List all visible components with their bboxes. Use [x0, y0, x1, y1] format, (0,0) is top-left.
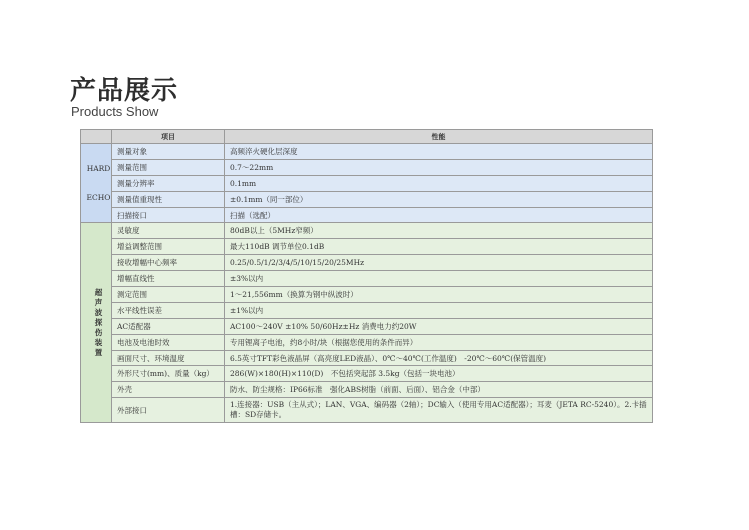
value-cell: 0.1mm [225, 175, 653, 191]
table-row [81, 191, 653, 207]
item-cell: 外部接口 [112, 398, 225, 423]
table-row [81, 175, 653, 191]
group-label-line: HARD [86, 164, 111, 174]
item-cell: 测量值重现性 [112, 191, 225, 207]
header-item: 项目 [112, 130, 225, 144]
header-group-cell [81, 130, 112, 144]
table-row [81, 350, 653, 366]
item-cell: 增幅直线性 [112, 271, 225, 287]
value-cell: 0.25/0.5/1/2/3/4/5/10/15/20/25MHz [225, 255, 653, 271]
item-cell: 画面尺寸、环境温度 [112, 350, 225, 366]
value-cell: 最大110dB 调节单位0.1dB [225, 239, 653, 255]
value-cell: AC100～240V ±10% 50/60Hz±Hz 消费电力约20W [225, 318, 653, 334]
value-cell: ±0.1mm（同一部位） [225, 191, 653, 207]
item-cell: 测量范围 [112, 159, 225, 175]
table-row [81, 334, 653, 350]
value-cell: 1.连接器：USB（主从式）；LAN、VGA、编码器（2轴）；DC输入（使用专用AC适配器）；耳麦（JETA RC-5240）。2.卡插槽：SD存储卡。 [225, 398, 653, 423]
value-cell: 扫描（选配） [225, 207, 653, 223]
item-cell: AC适配器 [112, 318, 225, 334]
table-row [81, 398, 653, 423]
value-cell: 高频淬火硬化层深度 [225, 144, 653, 160]
item-cell: 接收增幅中心频率 [112, 255, 225, 271]
group-label-char: 探 [94, 317, 103, 327]
table-row [81, 382, 653, 398]
table-row [81, 302, 653, 318]
table-row [81, 207, 653, 223]
group-label-char: 声 [94, 297, 103, 307]
page-subtitle: Products Show [71, 104, 159, 119]
item-cell: 外壳 [112, 382, 225, 398]
value-cell: 286(W)×180(H)×110(D) 不包括突起部 3.5kg（包括一块电池） [225, 366, 653, 382]
item-cell: 增益调整范围 [112, 239, 225, 255]
item-cell: 灵敏度 [112, 223, 225, 239]
value-cell: 防水、防尘规格：IP66标准 强化ABS树脂（前面、后面）、铝合金（中部） [225, 382, 653, 398]
table-row [81, 159, 653, 175]
header-value: 性能 [225, 130, 653, 144]
table-row [81, 318, 653, 334]
value-cell: 6.5英寸TFT彩色液晶屏（高亮度LED液晶）、0℃～40℃(工作温度) -20℃～60℃(保管温度) [225, 350, 653, 366]
value-cell: 80dB以上（5MHz窄频） [225, 223, 653, 239]
group-label-char: 伤 [94, 327, 103, 337]
table-row [81, 366, 653, 382]
item-cell: 电池及电池时效 [112, 334, 225, 350]
item-cell: 测定范围 [112, 287, 225, 303]
value-cell: 1～21,556mm（换算为钢中纵波时） [225, 287, 653, 303]
table-row [81, 144, 653, 160]
table-row [81, 223, 653, 239]
group-label-line: ECHO [86, 193, 111, 203]
item-cell: 测量分辨率 [112, 175, 225, 191]
table-row [81, 271, 653, 287]
item-cell: 外形尺寸(mm)、质量（kg） [112, 366, 225, 382]
table-row [81, 287, 653, 303]
table-row [81, 255, 653, 271]
group-label-char: 波 [94, 307, 103, 317]
group-label-char: 装 [94, 337, 103, 347]
group-label-ultrasonic [81, 223, 112, 423]
value-cell: ±1%以内 [225, 302, 653, 318]
group-label-char: 置 [94, 347, 103, 357]
item-cell: 测量对象 [112, 144, 225, 160]
table-row [81, 239, 653, 255]
page-title: 产品展示 [70, 76, 179, 106]
spec-table [80, 129, 653, 423]
group-label-hard-echo [81, 144, 112, 223]
item-cell: 水平线性误差 [112, 302, 225, 318]
table-header-row [81, 130, 653, 144]
value-cell: 专用锂离子电池，约8小时/块（根据您使用的条件而异） [225, 334, 653, 350]
value-cell: 0.7～22mm [225, 159, 653, 175]
item-cell: 扫描接口 [112, 207, 225, 223]
group-label-char: 超 [94, 287, 103, 297]
value-cell: ±3%以内 [225, 271, 653, 287]
